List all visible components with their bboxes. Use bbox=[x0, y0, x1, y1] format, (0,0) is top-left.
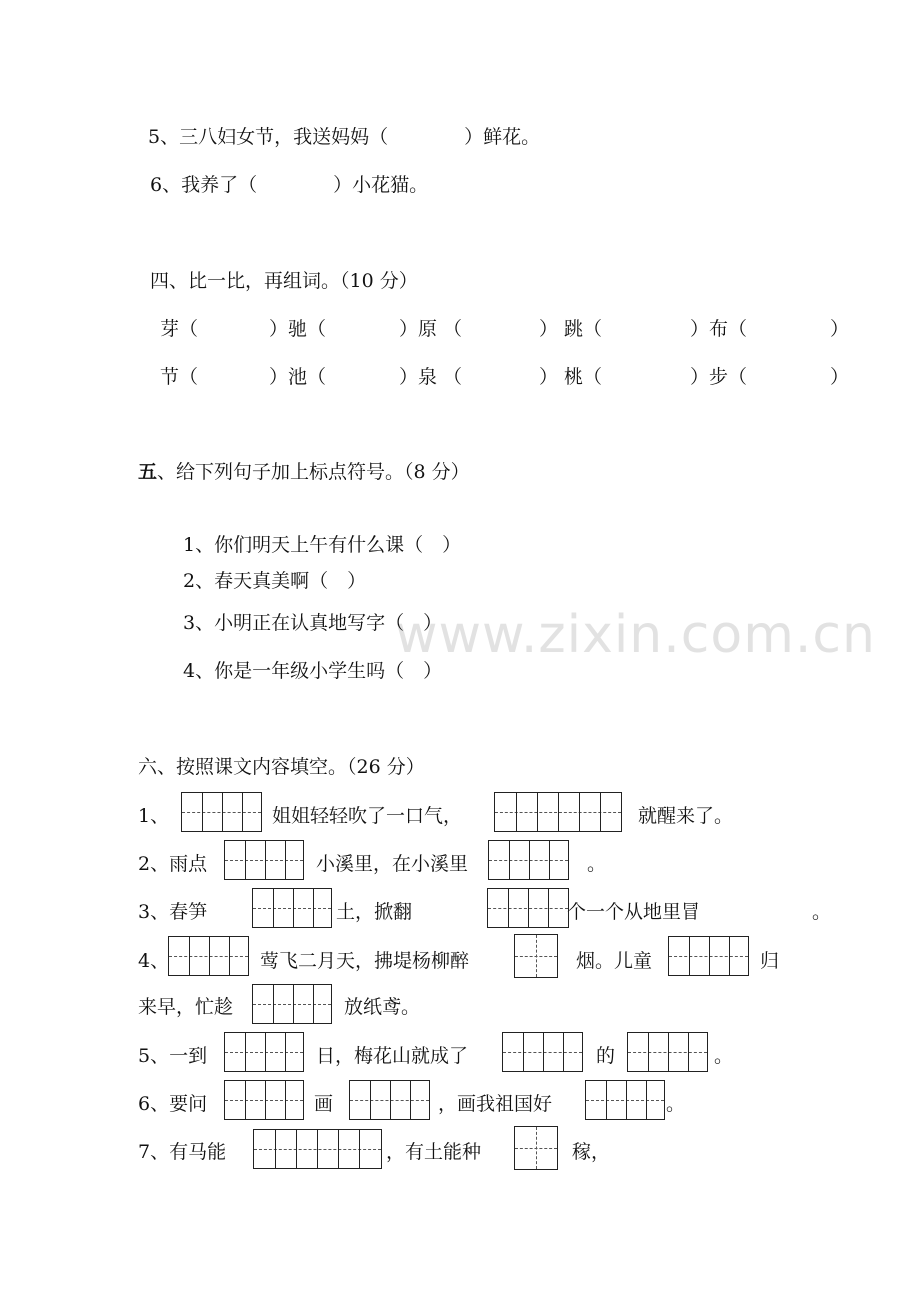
fill-line-2-end: 。 bbox=[587, 853, 607, 875]
watermark: www.zixin.com.cn bbox=[395, 605, 876, 665]
answer-grid[interactable] bbox=[494, 792, 622, 832]
fill-line-2-text: 小溪里，在小溪里 bbox=[316, 853, 469, 875]
compare-word: 节（ bbox=[160, 366, 199, 388]
fill-line-1-text: 姐姐轻轻吹了一口气， bbox=[272, 805, 463, 827]
answer-grid[interactable] bbox=[224, 840, 304, 880]
single-char-box[interactable] bbox=[514, 1126, 558, 1170]
fill-line-6-text-2: ，画我祖国好 bbox=[438, 1093, 553, 1115]
answer-grid[interactable] bbox=[252, 984, 332, 1024]
fill-line-7-end: 稼， bbox=[572, 1141, 611, 1163]
answer-grid[interactable] bbox=[349, 1080, 430, 1120]
compare-word: ） bbox=[830, 366, 850, 388]
single-char-box[interactable] bbox=[514, 934, 558, 978]
answer-grid[interactable] bbox=[224, 1080, 304, 1120]
answer-grid[interactable] bbox=[253, 1129, 382, 1169]
compare-word: ）布（ bbox=[690, 318, 748, 340]
fill-line-5-text: 日，梅花山就成了 bbox=[316, 1045, 469, 1067]
section5-title-text: 、给下列句子加上标点符号。（8 分） bbox=[157, 461, 470, 483]
fill-line-6-end: 。 bbox=[666, 1093, 686, 1115]
answer-grid[interactable] bbox=[627, 1032, 708, 1072]
fill-line-4b-label: 来早，忙趁 bbox=[138, 996, 234, 1018]
punct-item-1: 1、你们明天上午有什么课（ ） bbox=[183, 534, 462, 556]
compare-word: ）泉 （ bbox=[399, 366, 463, 388]
answer-grid[interactable] bbox=[668, 936, 749, 976]
fill-line-3-text: 土，掀翻 bbox=[336, 901, 413, 923]
fill-line-4-label: 4、 bbox=[138, 950, 170, 972]
section6-title: 六、按照课文内容填空。（26 分） bbox=[138, 756, 425, 778]
fill-line-7-label: 7、有马能 bbox=[138, 1141, 227, 1163]
compare-word: ）原 （ bbox=[399, 318, 463, 340]
answer-grid[interactable] bbox=[224, 1032, 304, 1072]
compare-word: ）驰（ bbox=[269, 318, 327, 340]
fill-line-2-label: 2、雨点 bbox=[138, 853, 208, 875]
compare-word: ） 桃（ bbox=[539, 366, 603, 388]
punct-item-4: 4、你是一年级小学生吗（ ） bbox=[183, 660, 443, 682]
answer-grid[interactable] bbox=[502, 1032, 583, 1072]
fill-line-3-end: 。 bbox=[812, 901, 832, 923]
compare-word: ） 跳（ bbox=[539, 318, 603, 340]
fill-line-4-text: 莺飞二月天，拂堤杨柳醉 bbox=[260, 950, 470, 972]
fill-line-1-label: 1、 bbox=[138, 805, 170, 827]
question-5: 5、三八妇女节，我送妈妈（ ）鲜花。 bbox=[148, 126, 541, 148]
answer-grid[interactable] bbox=[585, 1080, 665, 1120]
compare-word: 芽（ bbox=[160, 318, 199, 340]
fill-line-5-label: 5、一到 bbox=[138, 1045, 208, 1067]
fill-line-5-text-2: 的 bbox=[596, 1045, 616, 1067]
fill-line-4b-end: 放纸鸢。 bbox=[344, 996, 421, 1018]
answer-grid[interactable] bbox=[168, 936, 249, 976]
compare-word: ）池（ bbox=[269, 366, 327, 388]
section5-title bbox=[138, 463, 470, 482]
question-6: 6、我养了（ ）小花猫。 bbox=[150, 174, 429, 196]
fill-line-5-end: 。 bbox=[714, 1045, 734, 1067]
fill-line-6-text: 画 bbox=[314, 1093, 334, 1115]
compare-word: ）步（ bbox=[690, 366, 748, 388]
fill-line-4-end: 归 bbox=[760, 950, 780, 972]
punct-item-2: 2、春天真美啊（ ） bbox=[183, 570, 367, 592]
fill-line-1-end: 就醒来了。 bbox=[638, 805, 734, 827]
answer-grid[interactable] bbox=[181, 792, 262, 832]
section4-title: 四、比一比，再组词。（10 分） bbox=[150, 270, 418, 292]
section5-number: 五 bbox=[138, 461, 158, 483]
punct-item-3: 3、小明正在认真地写字（ ） bbox=[183, 612, 443, 634]
fill-line-4-text-2: 烟。儿童 bbox=[576, 950, 653, 972]
answer-grid[interactable] bbox=[252, 888, 332, 928]
fill-line-3-label: 3、春笋 bbox=[138, 901, 208, 923]
fill-line-7-text: ，有土能种 bbox=[386, 1141, 482, 1163]
answer-grid[interactable] bbox=[488, 840, 569, 880]
fill-line-6-label: 6、要问 bbox=[138, 1093, 208, 1115]
compare-word: ） bbox=[830, 318, 850, 340]
fill-line-3-text-2: 个一个从地里冒 bbox=[567, 901, 701, 923]
answer-grid[interactable] bbox=[487, 888, 569, 928]
